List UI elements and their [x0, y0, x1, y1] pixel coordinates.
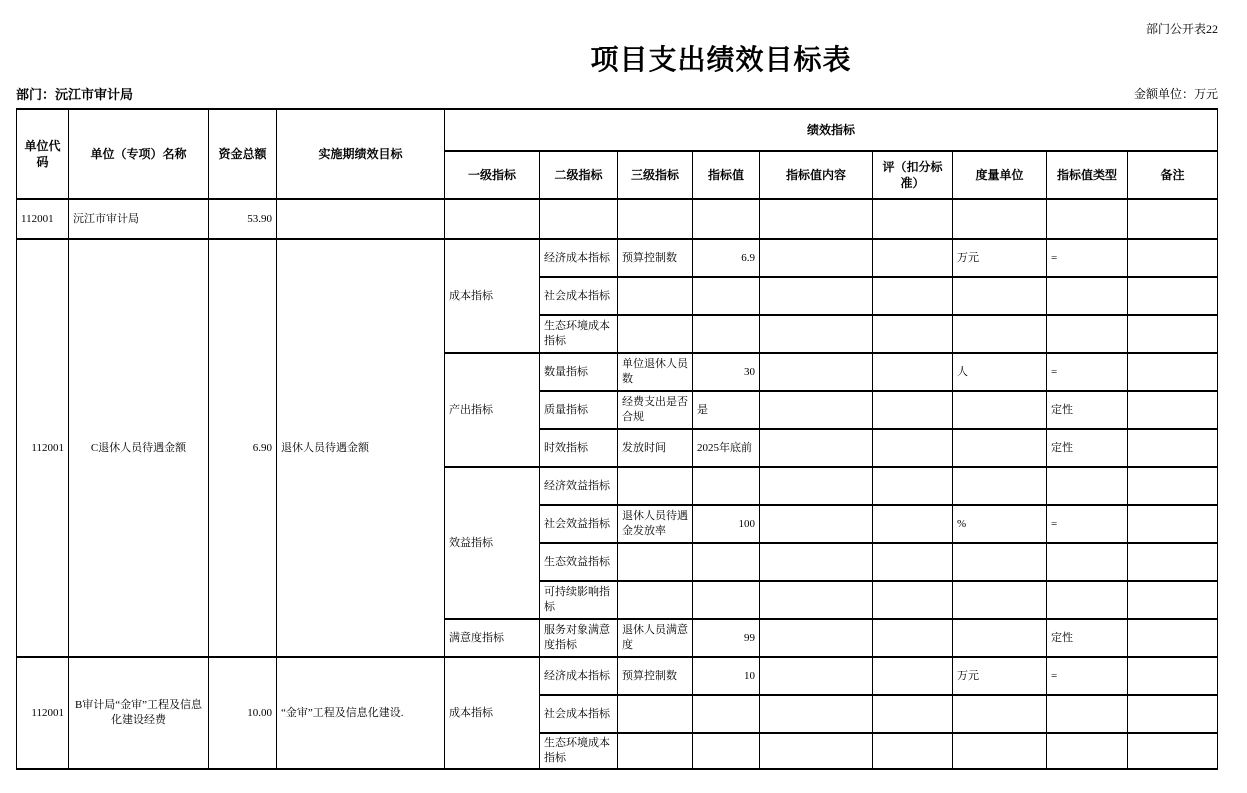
- cell-fund-total: 53.90: [209, 199, 277, 239]
- cell-remark: [1128, 657, 1218, 695]
- cell-level3: 经费支出是否合规: [618, 391, 693, 429]
- cell-level3: [618, 733, 693, 769]
- cell-score-standard: [873, 543, 953, 581]
- amount-unit-label: 金额单位：万元: [1133, 87, 1218, 101]
- cell-remark: [1128, 391, 1218, 429]
- cell-level3: [618, 543, 693, 581]
- cell-value-content: [760, 391, 873, 429]
- cell-level3: [618, 467, 693, 505]
- cell-score-standard: [873, 239, 953, 277]
- cell-level2: 社会成本指标: [540, 277, 618, 315]
- cell-level2: [540, 199, 618, 239]
- cell-value-type: [1047, 581, 1128, 619]
- cell-indicator-value: 2025年底前: [693, 429, 760, 467]
- cell-value-type: 定性: [1047, 391, 1128, 429]
- cell-value-content: [760, 277, 873, 315]
- cell-indicator-value: 30: [693, 353, 760, 391]
- cell-unit-name: 沅江市审计局: [69, 199, 209, 239]
- table-row: [17, 657, 1218, 695]
- cell-remark: [1128, 429, 1218, 467]
- cell-score-standard: [873, 467, 953, 505]
- header-unit-code: 单位代码: [17, 109, 69, 199]
- cell-level3: 退休人员满意度: [618, 619, 693, 657]
- cell-measure-unit: [953, 619, 1047, 657]
- cell-indicator-value: 10: [693, 657, 760, 695]
- corner-note: 部门公开表22: [1145, 22, 1218, 36]
- cell-level3: [618, 581, 693, 619]
- cell-value-type: [1047, 733, 1128, 769]
- cell-measure-unit: 万元: [953, 657, 1047, 695]
- header-level1-indicator: 一级指标: [445, 151, 540, 199]
- cell-value-content: [760, 315, 873, 353]
- cell-value-type: [1047, 467, 1128, 505]
- cell-score-standard: [873, 581, 953, 619]
- cell-value-content: [760, 199, 873, 239]
- cell-remark: [1128, 619, 1218, 657]
- header-level2-indicator: 二级指标: [540, 151, 618, 199]
- cell-value-type: [1047, 543, 1128, 581]
- cell-value-type: [1047, 315, 1128, 353]
- cell-measure-unit: 万元: [953, 239, 1047, 277]
- cell-level2: 服务对象满意度指标: [540, 619, 618, 657]
- cell-value-type: [1047, 199, 1128, 239]
- department-label: 部门：沅江市审计局: [16, 87, 134, 102]
- table-header-row-1: [17, 109, 1218, 151]
- cell-score-standard: [873, 733, 953, 769]
- cell-remark: [1128, 581, 1218, 619]
- header-value-content: 指标值内容: [760, 151, 873, 199]
- cell-indicator-value: [693, 543, 760, 581]
- cell-indicator-value: [693, 695, 760, 733]
- table-row: [17, 239, 1218, 277]
- header-perf-indicators: 绩效指标: [445, 109, 1218, 151]
- cell-value-content: [760, 733, 873, 769]
- cell-remark: [1128, 315, 1218, 353]
- cell-measure-unit: [953, 467, 1047, 505]
- cell-value-content: [760, 581, 873, 619]
- header-remark: 备注: [1128, 151, 1218, 199]
- cell-level3: [618, 315, 693, 353]
- cell-indicator-value: 100: [693, 505, 760, 543]
- cell-measure-unit: [953, 315, 1047, 353]
- cell-level1: 成本指标: [445, 657, 540, 769]
- cell-impl-goal: [277, 199, 445, 239]
- cell-measure-unit: [953, 543, 1047, 581]
- cell-value-content: [760, 619, 873, 657]
- cell-measure-unit: [953, 695, 1047, 733]
- cell-level2: 经济效益指标: [540, 467, 618, 505]
- cell-measure-unit: [953, 391, 1047, 429]
- cell-score-standard: [873, 505, 953, 543]
- cell-measure-unit: %: [953, 505, 1047, 543]
- cell-unit-code: 112001: [17, 239, 69, 657]
- cell-value-content: [760, 505, 873, 543]
- cell-value-content: [760, 543, 873, 581]
- cell-score-standard: [873, 315, 953, 353]
- table-row: [17, 199, 1218, 239]
- cell-level3: 预算控制数: [618, 239, 693, 277]
- cell-indicator-value: [693, 467, 760, 505]
- cell-value-content: [760, 695, 873, 733]
- header-fund-total: 资金总额: [209, 109, 277, 199]
- cell-level3: [618, 277, 693, 315]
- cell-measure-unit: [953, 429, 1047, 467]
- cell-score-standard: [873, 695, 953, 733]
- cell-remark: [1128, 239, 1218, 277]
- header-score-standard: 评（扣分标准）: [873, 151, 953, 199]
- cell-level2: 数量指标: [540, 353, 618, 391]
- cell-remark: [1128, 199, 1218, 239]
- cell-score-standard: [873, 619, 953, 657]
- cell-value-content: [760, 657, 873, 695]
- cell-indicator-value: 99: [693, 619, 760, 657]
- cell-level3: 发放时间: [618, 429, 693, 467]
- cell-level1: 产出指标: [445, 353, 540, 467]
- cell-level2: 经济成本指标: [540, 657, 618, 695]
- cell-impl-goal: 退休人员待遇金额: [277, 239, 445, 657]
- performance-target-table: [16, 108, 1218, 770]
- cell-level2: 生态环境成本指标: [540, 315, 618, 353]
- cell-indicator-value: 6.9: [693, 239, 760, 277]
- cell-score-standard: [873, 429, 953, 467]
- cell-level1: 成本指标: [445, 239, 540, 353]
- cell-unit-code: 112001: [17, 199, 69, 239]
- cell-remark: [1128, 733, 1218, 769]
- cell-indicator-value: [693, 733, 760, 769]
- cell-remark: [1128, 695, 1218, 733]
- cell-level2: 生态环境成本指标: [540, 733, 618, 769]
- cell-value-content: [760, 429, 873, 467]
- cell-remark: [1128, 505, 1218, 543]
- cell-value-type: =: [1047, 353, 1128, 391]
- cell-remark: [1128, 353, 1218, 391]
- cell-level3: 预算控制数: [618, 657, 693, 695]
- cell-level2: 质量指标: [540, 391, 618, 429]
- cell-measure-unit: [953, 581, 1047, 619]
- cell-remark: [1128, 277, 1218, 315]
- cell-level2: 时效指标: [540, 429, 618, 467]
- cell-value-type: 定性: [1047, 619, 1128, 657]
- cell-level2: 经济成本指标: [540, 239, 618, 277]
- cell-level3: 单位退休人员数: [618, 353, 693, 391]
- cell-value-content: [760, 467, 873, 505]
- cell-indicator-value: [693, 277, 760, 315]
- header-indicator-value: 指标值: [693, 151, 760, 199]
- cell-level3: [618, 695, 693, 733]
- cell-score-standard: [873, 391, 953, 429]
- cell-fund-total: 6.90: [209, 239, 277, 657]
- cell-score-standard: [873, 277, 953, 315]
- cell-level1: 效益指标: [445, 467, 540, 619]
- cell-level2: 社会成本指标: [540, 695, 618, 733]
- cell-fund-total: 10.00: [209, 657, 277, 769]
- cell-value-type: =: [1047, 657, 1128, 695]
- cell-unit-code: 112001: [17, 657, 69, 769]
- cell-value-type: [1047, 277, 1128, 315]
- cell-indicator-value: 是: [693, 391, 760, 429]
- header-unit-name: 单位（专项）名称: [69, 109, 209, 199]
- cell-measure-unit: [953, 733, 1047, 769]
- cell-level3: [618, 199, 693, 239]
- cell-level3: 退休人员待遇金发放率: [618, 505, 693, 543]
- cell-value-type: =: [1047, 239, 1128, 277]
- cell-indicator-value: [693, 581, 760, 619]
- cell-score-standard: [873, 657, 953, 695]
- cell-level2: 社会效益指标: [540, 505, 618, 543]
- cell-score-standard: [873, 353, 953, 391]
- cell-level1: 满意度指标: [445, 619, 540, 657]
- cell-measure-unit: [953, 199, 1047, 239]
- cell-score-standard: [873, 199, 953, 239]
- cell-remark: [1128, 467, 1218, 505]
- page-title: 项目支出绩效目标表: [590, 45, 852, 76]
- cell-remark: [1128, 543, 1218, 581]
- cell-indicator-value: [693, 315, 760, 353]
- header-impl-goal: 实施期绩效目标: [277, 109, 445, 199]
- cell-indicator-value: [693, 199, 760, 239]
- header-value-type: 指标值类型: [1047, 151, 1128, 199]
- cell-measure-unit: [953, 277, 1047, 315]
- cell-value-content: [760, 239, 873, 277]
- cell-measure-unit: 人: [953, 353, 1047, 391]
- cell-value-type: [1047, 695, 1128, 733]
- header-measure-unit: 度量单位: [953, 151, 1047, 199]
- cell-level2: 可持续影响指标: [540, 581, 618, 619]
- cell-impl-goal: “金审”工程及信息化建设.: [277, 657, 445, 769]
- cell-value-type: 定性: [1047, 429, 1128, 467]
- cell-value-type: =: [1047, 505, 1128, 543]
- cell-unit-name: C退休人员待遇金额: [69, 239, 209, 657]
- cell-value-content: [760, 353, 873, 391]
- cell-level2: 生态效益指标: [540, 543, 618, 581]
- header-level3-indicator: 三级指标: [618, 151, 693, 199]
- cell-level1: [445, 199, 540, 239]
- cell-unit-name: B审计局“金审”工程及信息化建设经费: [69, 657, 209, 769]
